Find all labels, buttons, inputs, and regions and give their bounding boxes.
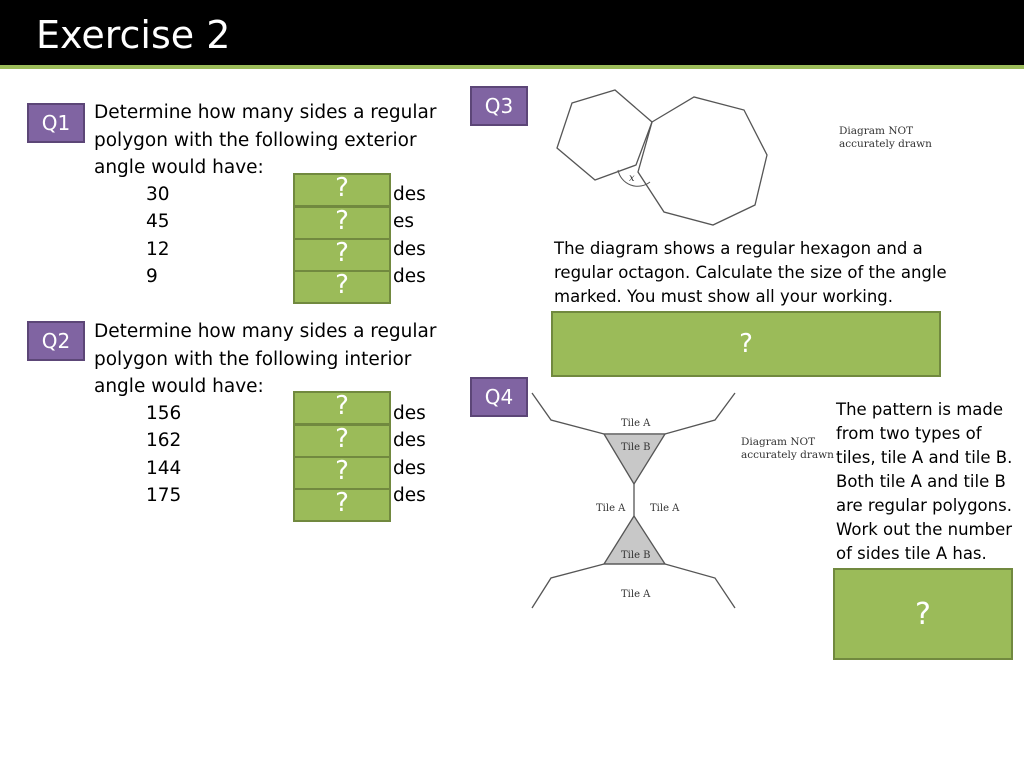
q4-prompt-line: Both tile A and tile B (836, 472, 1006, 491)
q1-value: 30 (146, 184, 170, 205)
q4-diagram-note: accurately drawn (741, 449, 834, 461)
answer-mark: ? (739, 329, 753, 359)
answer-mark: ? (335, 238, 349, 268)
q1-value: 12 (146, 239, 170, 260)
q3-badge: Q3 (470, 86, 528, 126)
q4-prompt-line: Work out the number (836, 520, 1013, 539)
tile-a-bottom-outline (532, 564, 735, 608)
q2-suffix: des (393, 430, 426, 451)
q3-diagram-note: accurately drawn (839, 138, 932, 150)
q1-suffix: des (393, 184, 426, 205)
q4-prompt-line: are regular polygons. (836, 496, 1012, 515)
answer-mark: ? (335, 391, 349, 421)
answer-mark: ? (915, 596, 931, 632)
q4-prompt (836, 398, 1012, 566)
angle-label: x (629, 173, 635, 184)
q1-prompt-line: angle would have: (94, 157, 264, 178)
q1-suffix: des (393, 239, 426, 260)
q2-prompt-line: Determine how many sides a regular (94, 321, 437, 342)
q2-prompt-line: polygon with the following interior (94, 348, 412, 370)
q1-suffix: es (393, 211, 415, 232)
answer-mark: ? (335, 456, 349, 486)
answer-mark: ? (335, 424, 349, 454)
q1-value: 9 (146, 266, 158, 287)
q4-prompt-line: tiles, tile A and tile B. (836, 448, 1013, 467)
q1-prompt-line: polygon with the following exterior (94, 129, 417, 151)
tile-label: Tile A (596, 503, 626, 514)
q1-value: 45 (146, 211, 170, 232)
tile-label: Tile A (650, 503, 680, 514)
q4-prompt-line: of sides tile A has. (836, 544, 987, 563)
tile-label: Tile A (621, 418, 651, 429)
q3-prompt-line: The diagram shows a regular hexagon and a (554, 239, 923, 258)
answer-mark: ? (335, 488, 349, 518)
answer-mark: ? (335, 270, 349, 300)
q2-value: 144 (146, 458, 182, 479)
q4-diagram-note: Diagram NOT (741, 436, 816, 448)
q2-value: 175 (146, 485, 182, 506)
q2-suffix: des (393, 485, 426, 506)
q2-prompt-line: angle would have: (94, 376, 264, 397)
tile-label: Tile A (621, 589, 651, 600)
q3-diagram-note: Diagram NOT (839, 125, 914, 137)
q1-badge: Q1 (27, 103, 85, 143)
q4-prompt-line: from two types of (836, 424, 982, 443)
q2-badge: Q2 (27, 321, 85, 361)
q4-prompt-line: The pattern is made (836, 400, 1004, 419)
q2-value: 162 (146, 430, 182, 451)
answer-mark: ? (335, 206, 349, 236)
q3-prompt-line: marked. You must show all your working. (554, 287, 894, 306)
tile-label: Tile B (621, 550, 651, 561)
tile-label: Tile B (621, 442, 651, 453)
q4-badge: Q4 (470, 377, 528, 417)
q2-suffix: des (393, 458, 426, 479)
q1-suffix: des (393, 266, 426, 287)
q3-prompt-line: regular octagon. Calculate the size of the angle (554, 263, 947, 282)
q4-answer-button[interactable] (833, 568, 1013, 660)
page-title: Exercise 2 (36, 13, 231, 57)
q1-prompt-line: Determine how many sides a regular (94, 102, 437, 123)
q2-value: 156 (146, 403, 182, 424)
q2-suffix: des (393, 403, 426, 424)
answer-mark: ? (335, 173, 349, 203)
